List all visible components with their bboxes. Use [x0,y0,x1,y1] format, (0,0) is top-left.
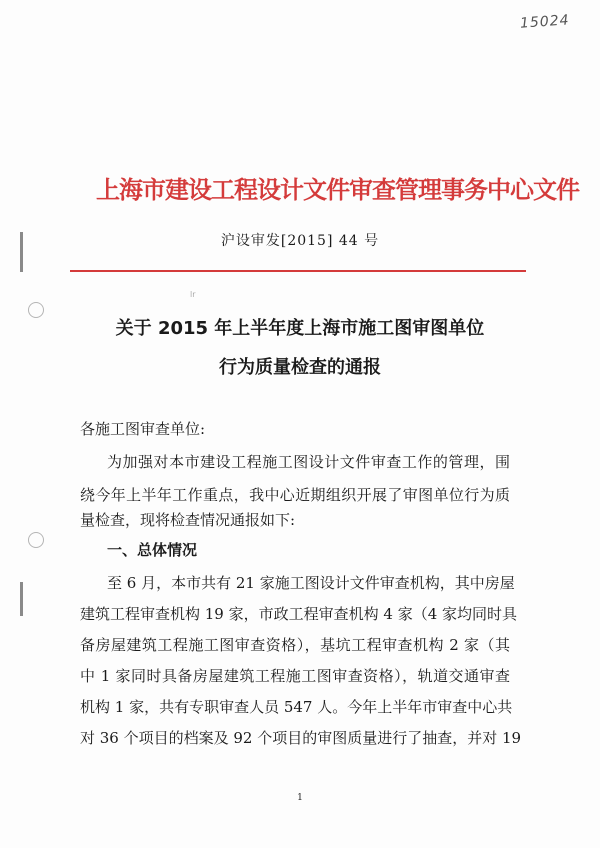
document-number: 沪设审发[2015] 44 号 [220,233,380,249]
binding-mark-bottom [20,582,23,616]
paragraph-1-line: 为加强对本市建设工程施工图设计文件审查工作的管理，围 [107,453,510,471]
handwritten-file-number: 15024 [519,12,571,32]
paragraph-2-line: 对 36 个项目的档案及 92 个项目的审图质量进行了抽查，并对 19 [80,729,522,747]
document-title-line-2: 行为质量检查的通报 [219,357,381,378]
paragraph-2-line: 至 6 月，本市共有 21 家施工图设计文件审查机构，其中房屋 [107,574,515,592]
salutation: 各施工图审查单位: [80,420,206,438]
paragraph-2-line: 备房屋建筑工程施工图审查资格），基坑工程审查机构 2 家（其 [80,636,510,654]
punch-hole-top [28,302,44,318]
binding-mark-top [20,232,23,272]
paragraph-2-line: 机构 1 家，共有专职审查人员 547 人。今年上半年市审查中心共 [80,698,513,716]
paragraph-2-line: 建筑工程审查机构 19 家，市政工程审查机构 4 家（4 家均同时具 [80,605,518,623]
punch-hole-bottom [28,532,44,548]
stray-mark: lr [190,290,196,299]
document-title-line-1: 关于 2015 年上半年度上海市施工图审图单位 [115,318,485,339]
paragraph-1-line: 量检查，现将检查情况通报如下: [80,511,296,529]
page-number: 1 [297,793,303,803]
header-divider [70,270,526,272]
paragraph-2-line: 中 1 家同时具备房屋建筑工程施工图审查资格），轨道交通审查 [80,667,510,685]
section-heading: 一、总体情况 [107,541,198,559]
organization-header: 上海市建设工程设计文件审查管理事务中心文件 [96,176,579,204]
paragraph-1-line: 绕今年上半年工作重点，我中心近期组织开展了审图单位行为质 [80,486,510,504]
